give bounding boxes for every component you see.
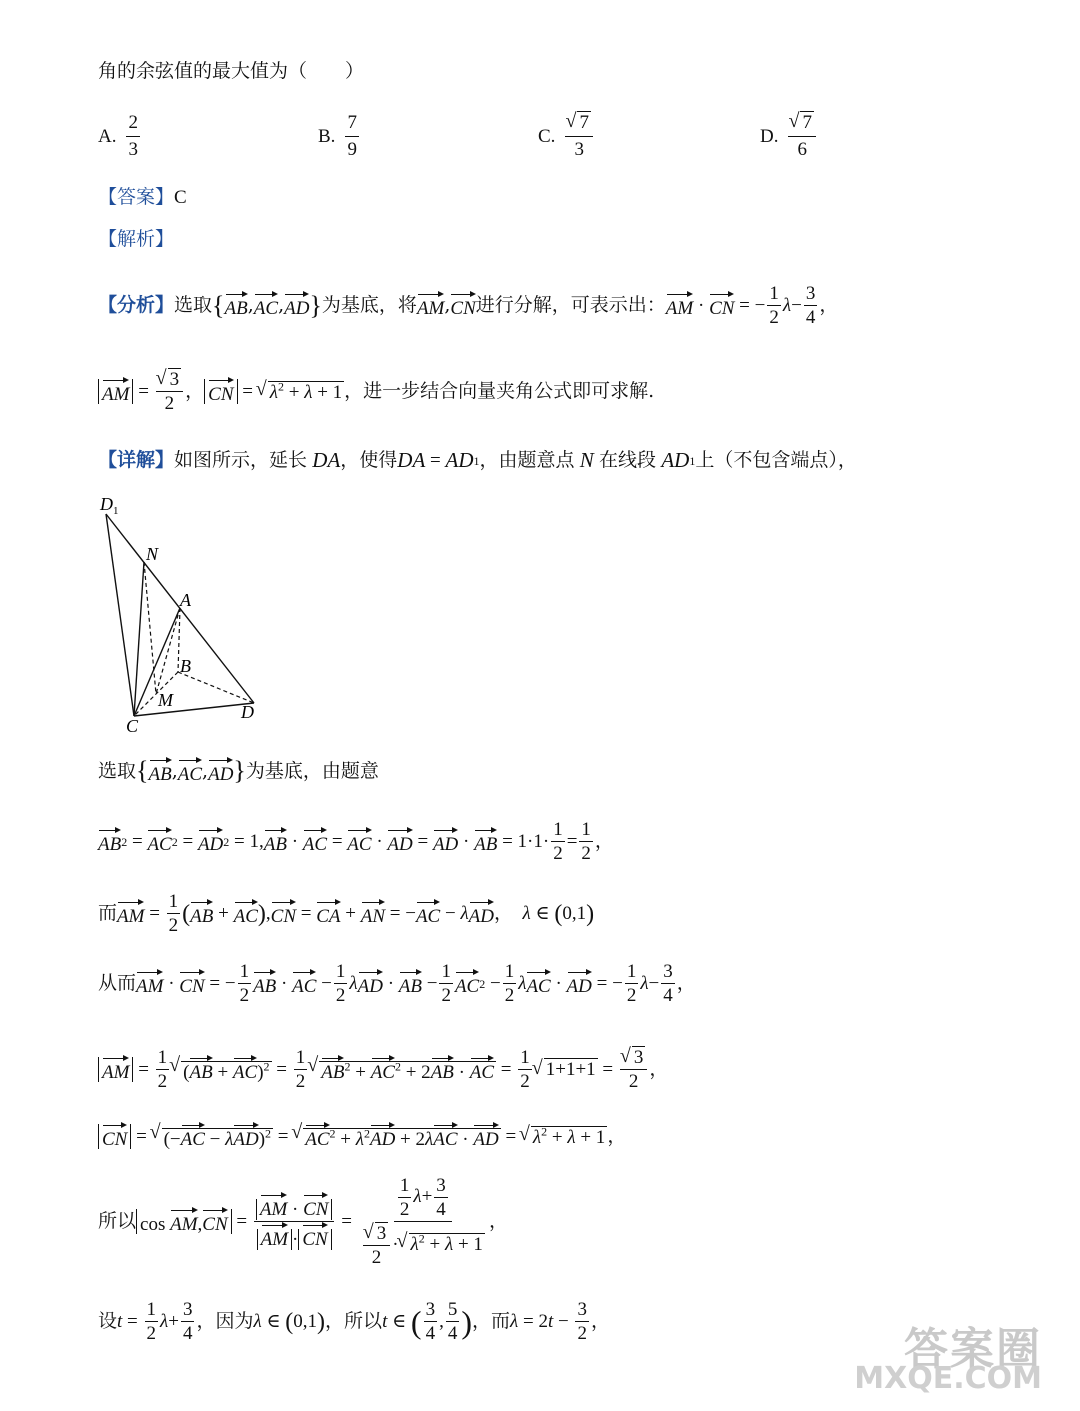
er-text: 而 <box>98 902 118 924</box>
equation-cosine: 所以 cos AM,CN = $\frac{AM \cdot CN}{AM \cdot CN}$ = $\frac{1}{2}$ λ+ $\frac{3}{4}$ √ $\frac{3}{2}$ ·√ $\lambda^2 + \lambda + 1$ ， <box>98 1176 508 1267</box>
er2-text: ，而 <box>471 1310 510 1332</box>
analysis-line <box>98 230 174 249</box>
detail-line: 【详解】 如图所示，延长 DA ，使得 DA = AD 1 ，由题意点 N 在线段 AD 1 上（不包含端点）， <box>98 448 857 472</box>
basis-text: 选取 <box>98 759 137 782</box>
label-c: C <box>126 716 139 736</box>
answer-tag: 【答案】 <box>98 186 175 208</box>
option-fraction: $\frac{7}{9}$ <box>347 112 357 160</box>
option-label: C. <box>538 125 556 147</box>
equation-substitution: 设 t = $\frac{1}{2}$ λ + $\frac{3}{4}$ ，因为 λ ∈ ( 0,1 ) ，所以 t ∈ ( $\frac{3}{4}$ , $\frac{5}{4}$ ) ，而 λ = 2 t − $\frac{3}{2}$ ， <box>98 1299 610 1344</box>
option-label: B. <box>318 125 336 147</box>
label-a: A <box>180 590 191 610</box>
equation-am-magnitude: AM = $\frac{1}{2}$ √ (AB + AC)$^2$ = $\frac{1}{2}$ √ $AB^2 + AC^2 + 2AB$ · AC = $\frac{1}{2}$ √ 1+1+1 = √ $\frac{3}{2}$ ， <box>98 1048 668 1091</box>
vector: CN <box>709 293 734 318</box>
label-d1: $D_1$ <box>100 494 119 517</box>
geometry-figure <box>96 492 276 742</box>
option-a[interactable] <box>98 112 142 161</box>
vector: AB <box>225 293 248 318</box>
fraction: $\frac{1}{2}$ <box>769 283 779 328</box>
fenxi-line-1: 【分析】 选取 { AB , AC , AD } 为基底，将 AM , CN 进行分解，可表示出： AM · CN = − $\frac{1}{2}$ λ − $\frac{3}{4}$ ， <box>98 283 839 328</box>
vector: AD <box>284 293 309 318</box>
vector: AC <box>254 293 278 318</box>
detail-text: 在线段 <box>599 449 657 471</box>
edge-nm <box>144 562 156 694</box>
watermark-url: MXQE.COM <box>854 1361 1042 1396</box>
congr-text: 从而 <box>98 972 137 994</box>
equation-dot-expansion: 从而 AM · CN = − $\frac{1}{2}$ AB · AC − $\frac{1}{2}$ λ AD · AB − $\frac{1}{2}$ AC 2 − $\frac{1}{2}$ λ AC · AD = − $\frac{1}{2}$ λ − $\frac{3}{4}$ ， <box>98 961 696 1006</box>
edge-nc <box>134 562 144 716</box>
detail-text: ，由题意点 <box>479 449 575 471</box>
basis-text: 为基底，由题意 <box>245 759 379 782</box>
fraction: √ $\frac{3}{2}$ <box>156 370 184 413</box>
equation-cn-magnitude: CN = √ $(-AC - \lambda AD)^2$ = √ $AC^2 + \lambda^2AD + 2\lambda AC$ · AD = √ $\lambda^2 + \lambda + 1$ ， <box>98 1124 626 1149</box>
vector: AM <box>666 293 693 318</box>
option-fraction: √ $\frac{7}{6}$ <box>788 112 816 161</box>
fraction: $\frac{3}{4}$ <box>805 283 816 328</box>
suoyi2-text: ，所以 <box>325 1310 383 1332</box>
edge-cd <box>134 703 254 716</box>
detail-tag: 【详解】 <box>98 449 175 471</box>
detail-text: 上（不包含端点）， <box>695 449 857 471</box>
magnitude: AM <box>98 379 133 404</box>
vector: AM <box>417 293 444 318</box>
fenxi-text: 为基底，将 <box>321 294 417 316</box>
option-d[interactable] <box>760 112 818 161</box>
option-b[interactable] <box>318 112 361 161</box>
label-b: B <box>180 656 191 676</box>
label-n: N <box>146 544 159 564</box>
detail-text: 如图所示，延长 <box>174 449 308 471</box>
fenxi-text: ，进一步结合向量夹角公式即可求解. <box>344 380 655 402</box>
fenxi-line-2: AM = √ $\frac{3}{2}$ ， CN = √ $\lambda^2 + \lambda + 1$ ，进一步结合向量夹角公式即可求解. <box>98 370 654 413</box>
option-label: D. <box>760 125 779 147</box>
label-d: D <box>241 702 254 722</box>
edge-am <box>156 608 180 694</box>
watermark-text: 答案圈 <box>904 1324 1042 1375</box>
fenxi-tag: 【分析】 <box>98 294 175 316</box>
answer-line <box>98 188 187 207</box>
option-c[interactable] <box>538 112 595 161</box>
yinwei-text: ，因为 <box>196 1310 254 1332</box>
analysis-tag: 【解析】 <box>98 228 175 250</box>
equation-dot-products: AB 2 = AC 2 = AD 2 = 1, AB · AC = AC · AD = AD · AB = 1·1· $\frac{1}{2}$ = $\frac{1}{2}$ ， <box>98 819 614 864</box>
edge-ac <box>134 608 180 716</box>
suoyi-text: 所以 <box>98 1210 137 1232</box>
brace-close: } <box>309 290 322 320</box>
question-tail: 角的余弦值的最大值为（ ） <box>98 60 365 82</box>
magnitude: CN <box>204 379 237 404</box>
fenxi-text: 选取 <box>174 294 213 316</box>
watermark-logo <box>854 1303 1066 1403</box>
answer-value: C <box>174 187 187 208</box>
vector: CN <box>450 293 475 318</box>
option-fraction: $\frac{2}{3}$ <box>128 112 138 160</box>
label-m: M <box>158 690 173 710</box>
option-label: A. <box>98 125 117 147</box>
detail-text: ，使得 <box>340 449 398 471</box>
brace-open: { <box>212 290 225 320</box>
basis-line: 选取 { AB , AC , AD } 为基底，由题意 <box>98 756 379 785</box>
radical: √ $\lambda^2 + \lambda + 1$ <box>258 381 344 402</box>
option-fraction: √ $\frac{7}{3}$ <box>565 112 593 161</box>
equation-decomposition: 而 AM = $\frac{1}{2}$ ( AB + AC ) , CN = CA + AN = − AC − λ AD ， λ ∈ ( 0,1 ) <box>98 891 595 936</box>
fenxi-text: 进行分解，可表示出： <box>475 294 666 316</box>
she-text: 设 <box>98 1310 118 1332</box>
